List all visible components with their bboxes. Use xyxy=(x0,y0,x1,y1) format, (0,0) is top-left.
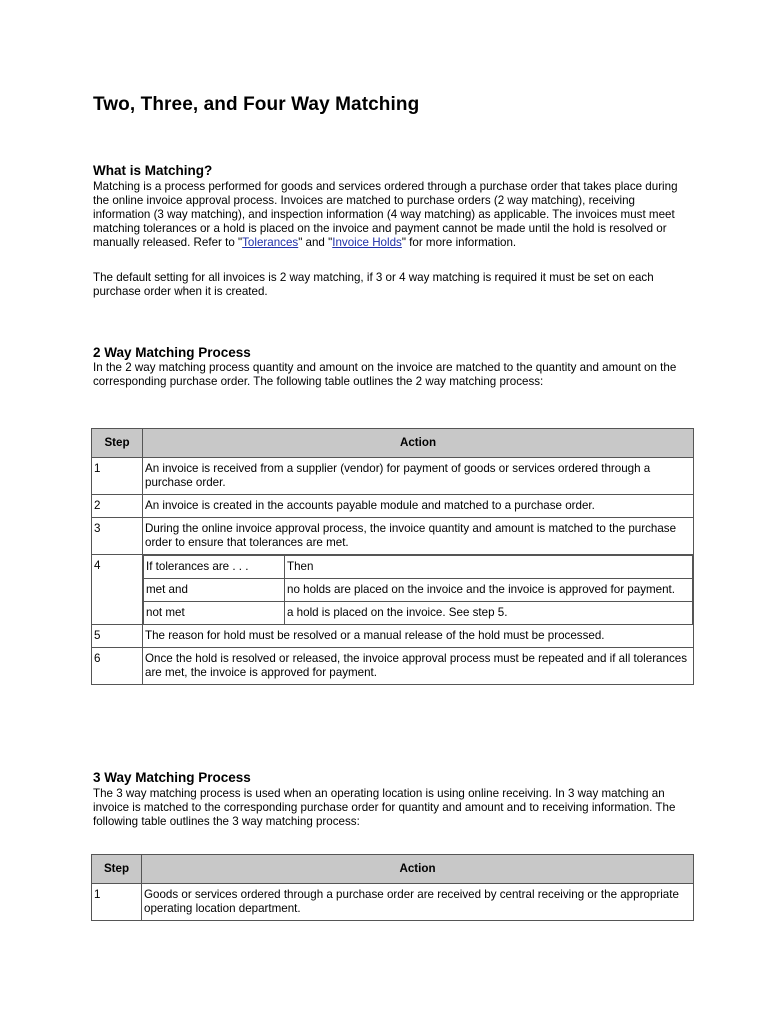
step-action: Once the hold is resolved or released, the invoice approval process must be repeated and if all tolerances are met, the invoice is approved for payment. xyxy=(143,648,694,685)
table-row xyxy=(92,495,694,518)
table-row xyxy=(92,648,694,685)
step-action: An invoice is received from a supplier (vendor) for payment of goods or services ordered through a purchase order. xyxy=(143,458,694,495)
action-column-header: Action xyxy=(142,855,694,884)
tolerances-link[interactable]: Tolerances xyxy=(242,236,299,249)
what-is-matching-heading: What is Matching? xyxy=(93,163,213,178)
paragraph-text: Matching is a process performed for goods and services ordered through a purchase order that takes place during the online invoice approval process. Invoices are matched to purchase orders (2 way matching), receiving information (3 way matching), and inspection information (4 way matching) as applicable. The invoices must meet matching tolerances or a hold is placed on the invoice and payment cannot be made until the hold is resolved or manually released. Refer to " xyxy=(93,180,678,249)
table-row xyxy=(92,884,694,921)
subtable-row xyxy=(144,556,693,579)
step-action: Goods or services ordered through a purchase order are received by central receiving or the appropriate operating location department. xyxy=(142,884,694,921)
subtable-row xyxy=(144,602,693,625)
step-number: 6 xyxy=(92,648,143,685)
subtable-row xyxy=(144,579,693,602)
table-row xyxy=(92,555,694,625)
three-way-heading: 3 Way Matching Process xyxy=(93,770,251,785)
tolerance-subtable xyxy=(143,555,693,624)
page-title: Two, Three, and Four Way Matching xyxy=(93,94,420,115)
table-row xyxy=(92,625,694,648)
step-column-header: Step xyxy=(92,855,142,884)
default-setting-paragraph: The default setting for all invoices is 2 way matching, if 3 or 4 way matching is required it must be set on each purchase order when it is created. xyxy=(93,271,654,298)
subtable-then: a hold is placed on the invoice. See step 5. xyxy=(285,602,693,625)
paragraph-text: " for more information. xyxy=(401,236,517,249)
step-number: 1 xyxy=(92,458,143,495)
step-action: The reason for hold must be resolved or a manual release of the hold must be processed. xyxy=(143,625,694,648)
invoice-holds-link[interactable]: Invoice Holds xyxy=(332,236,402,249)
table-row xyxy=(92,458,694,495)
two-way-intro: In the 2 way matching process quantity and amount on the invoice are matched to the quantity and amount on the corresponding purchase order. The following table outlines the 2 way matching process: xyxy=(93,361,677,388)
subtable-if: not met xyxy=(144,602,285,625)
subtable-if: If tolerances are . . . xyxy=(144,556,285,579)
two-way-heading: 2 Way Matching Process xyxy=(93,345,251,360)
step-action: An invoice is created in the accounts payable module and matched to a purchase order. xyxy=(143,495,694,518)
three-way-table xyxy=(91,854,694,921)
action-column-header: Action xyxy=(143,429,694,458)
step-action: During the online invoice approval process, the invoice quantity and amount is matched to the purchase order to ensure that tolerances are met. xyxy=(143,518,694,555)
paragraph-text: " and " xyxy=(298,236,333,249)
table-row xyxy=(92,518,694,555)
step-number: 1 xyxy=(92,884,142,921)
subtable-if: met and xyxy=(144,579,285,602)
subtable-then: Then xyxy=(285,556,693,579)
table-header-row xyxy=(92,855,694,884)
step-number: 3 xyxy=(92,518,143,555)
three-way-intro: The 3 way matching process is used when an operating location is using online receiving. In 3 way matching an invoice is matched to the corresponding purchase order for quantity and amount and to receiving information. The following table outlines the 3 way matching process: xyxy=(93,787,676,828)
tolerance-subtable-cell xyxy=(143,555,694,625)
step-column-header: Step xyxy=(92,429,143,458)
subtable-then: no holds are placed on the invoice and the invoice is approved for payment. xyxy=(285,579,693,602)
step-number: 2 xyxy=(92,495,143,518)
step-number: 4 xyxy=(92,555,143,625)
step-number: 5 xyxy=(92,625,143,648)
table-header-row xyxy=(92,429,694,458)
what-is-matching-paragraph xyxy=(93,180,683,250)
two-way-table xyxy=(91,428,694,685)
